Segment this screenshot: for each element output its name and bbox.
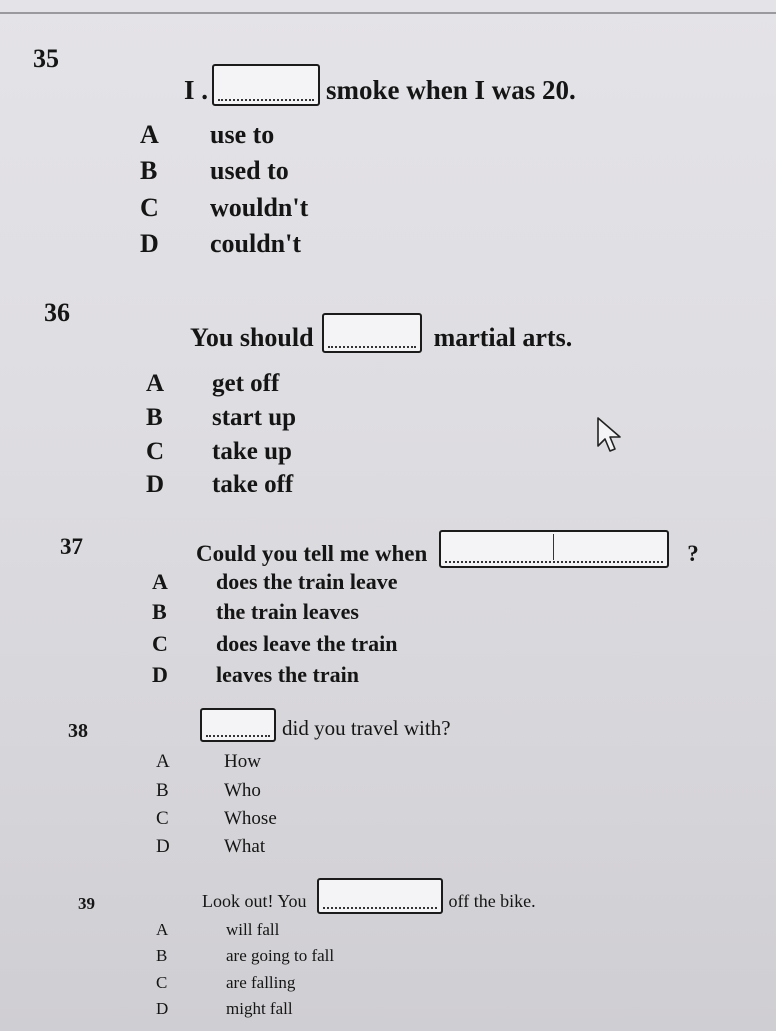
- option-text: get off: [212, 370, 280, 397]
- stem-before: Could you tell me when: [196, 541, 428, 566]
- answer-blank[interactable]: [317, 878, 443, 914]
- answer-blank[interactable]: [212, 64, 320, 106]
- option-b[interactable]: [156, 780, 261, 802]
- question-number: 39: [78, 894, 95, 913]
- option-text: the train leaves: [216, 599, 359, 624]
- option-text: start up: [212, 404, 297, 431]
- option-d[interactable]: [156, 836, 265, 858]
- option-text: does leave the train: [216, 631, 398, 656]
- option-d[interactable]: [156, 999, 293, 1019]
- option-letter: C: [146, 438, 165, 465]
- option-text: will fall: [226, 920, 280, 939]
- option-d[interactable]: [152, 662, 359, 688]
- question-stem: [190, 313, 572, 353]
- question-stem: [200, 708, 451, 742]
- option-letter: B: [156, 780, 169, 801]
- stem-before: You should: [190, 323, 314, 352]
- answer-blank[interactable]: [322, 313, 422, 353]
- option-c[interactable]: [152, 631, 397, 657]
- option-letter: B: [156, 946, 168, 965]
- stem-after: smoke when I was 20.: [326, 75, 576, 105]
- answer-blank[interactable]: [200, 708, 276, 742]
- option-letter: A: [156, 920, 169, 939]
- option-letter: D: [156, 836, 170, 857]
- option-d[interactable]: [140, 229, 301, 259]
- question-number: 37: [60, 534, 83, 559]
- option-a[interactable]: [146, 370, 279, 398]
- option-letter: D: [140, 229, 159, 258]
- option-letter: B: [140, 156, 158, 185]
- option-letter: D: [152, 662, 168, 687]
- option-a[interactable]: [156, 751, 261, 773]
- option-text: How: [224, 751, 261, 772]
- option-text: use to: [210, 120, 275, 149]
- option-text: used to: [210, 156, 289, 185]
- option-text: does the train leave: [216, 569, 398, 594]
- option-a[interactable]: [140, 120, 274, 150]
- option-text: couldn't: [210, 229, 302, 258]
- stem-after: martial arts.: [433, 323, 573, 352]
- mouse-pointer-icon: [596, 416, 626, 456]
- option-text: Who: [224, 780, 261, 801]
- option-b[interactable]: [140, 156, 289, 186]
- page-top-rule: [0, 12, 776, 14]
- option-letter: A: [152, 569, 168, 594]
- question-number: 35: [33, 44, 59, 73]
- option-text: are going to fall: [226, 946, 335, 965]
- option-letter: B: [146, 404, 163, 431]
- option-text: wouldn't: [210, 193, 309, 222]
- option-text: leaves the train: [216, 662, 359, 687]
- option-letter: A: [146, 370, 165, 397]
- option-letter: A: [140, 120, 159, 149]
- question-stem: [184, 64, 576, 106]
- option-a[interactable]: [152, 569, 397, 595]
- option-b[interactable]: [146, 404, 296, 432]
- stem-before: Look out! You: [202, 891, 307, 911]
- stem-after: off the bike.: [448, 891, 536, 911]
- option-letter: C: [156, 808, 169, 829]
- option-letter: C: [156, 973, 168, 992]
- question-stem: [202, 878, 536, 914]
- option-letter: C: [152, 631, 168, 656]
- option-letter: B: [152, 599, 167, 624]
- option-b[interactable]: [156, 946, 334, 966]
- option-text: take up: [212, 438, 292, 465]
- option-letter: D: [156, 999, 169, 1018]
- option-text: Whose: [224, 808, 277, 829]
- option-c[interactable]: [156, 808, 277, 830]
- option-letter: C: [140, 193, 159, 222]
- question-number: 38: [68, 720, 88, 742]
- stem-before: I .: [184, 75, 209, 105]
- option-text: What: [224, 836, 266, 857]
- stem-after: did you travel with?: [282, 716, 451, 740]
- option-letter: A: [156, 751, 170, 772]
- question-stem: [196, 530, 699, 568]
- option-c[interactable]: [146, 438, 292, 466]
- option-text: are falling: [226, 973, 296, 992]
- option-letter: D: [146, 471, 165, 498]
- option-a[interactable]: [156, 920, 279, 940]
- option-text: might fall: [226, 999, 293, 1018]
- option-b[interactable]: [152, 599, 359, 625]
- question-number: 36: [44, 298, 70, 327]
- stem-after: ?: [687, 541, 699, 566]
- option-d[interactable]: [146, 471, 293, 499]
- option-c[interactable]: [140, 193, 308, 223]
- option-text: take off: [212, 471, 294, 498]
- option-c[interactable]: [156, 973, 295, 993]
- answer-blank[interactable]: [439, 530, 669, 568]
